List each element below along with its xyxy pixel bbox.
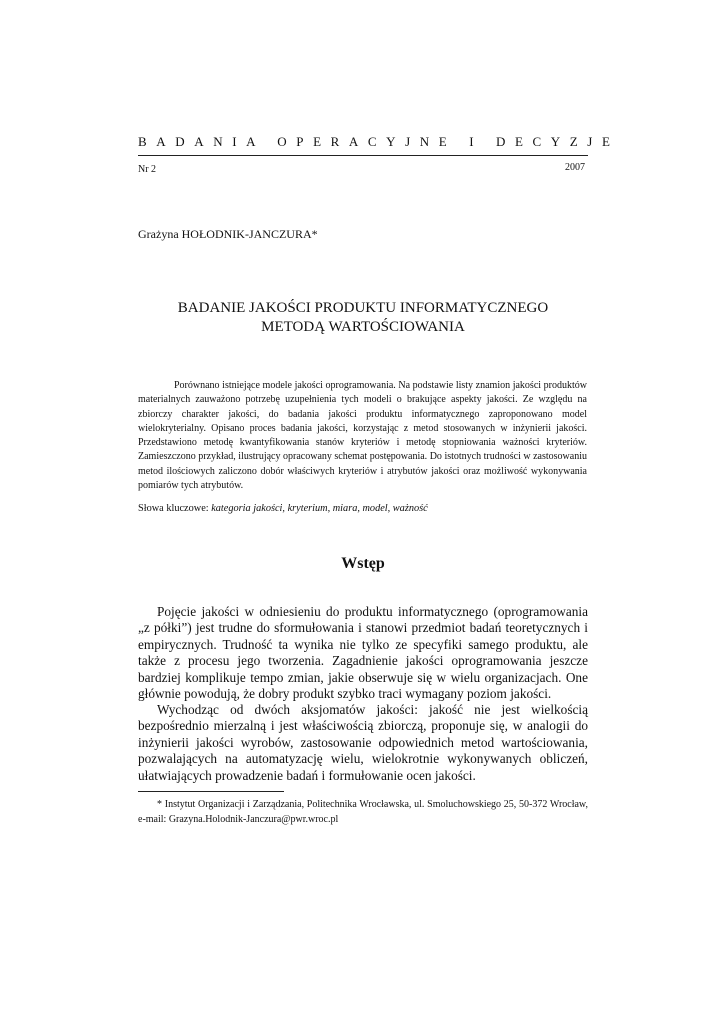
header-rule (138, 155, 588, 156)
keywords-label: Słowa kluczowe: (138, 503, 212, 514)
title-line-2: METODĄ WARTOŚCIOWANIA (261, 319, 465, 335)
keywords-value: kategoria jakości, kryterium, miara, model, ważność (211, 503, 428, 514)
paper-title (138, 299, 588, 337)
title-line-1: BADANIE JAKOŚCI PRODUKTU INFORMATYCZNEGO (177, 300, 549, 316)
footnote: * Instytut Organizacji i Zarządzania, Politechnika Wrocławska, ul. Smoluchowskiego 25, 50-372 Wrocław, e-mail: Grazyna.Holodnik-Janczura@pwr.wroc.pl (138, 799, 588, 825)
body-paragraph-2: Wychodząc od dwóch aksjomatów jakości: jakość nie jest wielkością bezpośrednio mierzalną i jest właściwością zbiorczą, proponuje się, w analogii do inżynierii jakości wyrobów, zastosowanie odpowiednich metod wartościowania, pozwalających na automatyzację wielu, wielokrotnie wykonywanych obliczeń, ułatwiających prowadzenie badań i formułowanie ocen jakości. (138, 702, 588, 783)
keywords (138, 503, 428, 514)
body-paragraph-1: Pojęcie jakości w odniesieniu do produktu informatycznego (oprogramowania „z półki”) jest trudne do sformułowania i stanowi przedmiot badań teoretycznych i empirycznych. Trudność ta wynika nie tylko ze specyfiki samego produktu, ale także z procesu jego tworzenia. Zagadnienie jakości oprogramowania jeszcze bardziej komplikuje tempo zmian, jakie obserwuje się w wielu organizacjach. One głównie powodują, że dobry produkt szybko traci wymagany poziom jakości. (138, 604, 588, 702)
author-name: Grażyna HOŁODNIK-JANCZURA* (138, 227, 318, 241)
publication-year: 2007 (565, 162, 585, 173)
section-heading: Wstęp (341, 555, 385, 572)
journal-title: BADANIA OPERACYJNE I DECYZJE (138, 134, 620, 149)
footnote-rule (138, 791, 284, 792)
issue-number: Nr 2 (138, 164, 157, 175)
abstract: Porównano istniejące modele jakości oprogramowania. Na podstawie listy znamion jakości produktów materialnych zauważono potrzebę uzupełnienia tych modeli o brakujące aspekty jakości. Ze względu na zbiorczy charakter jakości, do badania jakości produktu informatycznego zaproponowano model wielokryterialny. Opisano proces badania jakości, korzystając z metod stosowanych w inżynierii jakości. Przedstawiono metodę kwantyfikowania stanów kryteriów i metodę stopniowania ważności kryteriów. Zamieszczono przykład, ilustrujący opracowany schemat postępowania. Do istotnych trudności w zastosowaniu metod ilościowych zaliczono dobór właściwych kryteriów i atrybutów jakości oraz możliwość wykonywania pomiarów tych atrybutów. (138, 380, 587, 492)
